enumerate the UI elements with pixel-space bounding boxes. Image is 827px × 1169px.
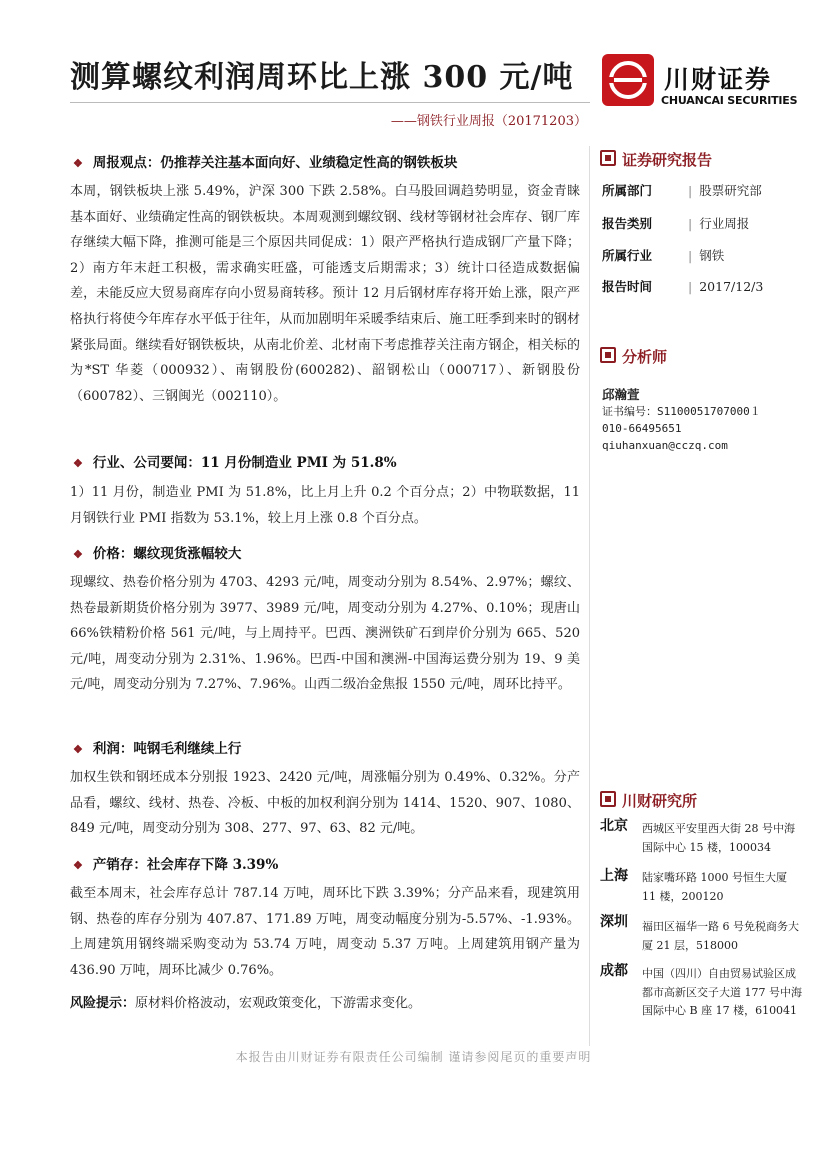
section-heading-text: 利润：吨钢毛利继续上行 <box>92 741 242 757</box>
analyst-card <box>602 386 761 454</box>
info-row-category <box>602 214 802 232</box>
sidebar-institute-title-text: 川财研究所 <box>622 792 698 810</box>
office-address-chengdu: 中国（四川）自由贸易试验区成都市高新区交子大道 177 号中海国际中心 B 座 17 楼，610041 <box>642 967 802 1017</box>
risk-warning <box>70 991 580 1017</box>
section-heading-news <box>73 451 397 471</box>
report-subtitle: ——钢铁行业周报（20171203） <box>390 114 587 129</box>
diamond-bullet-icon: ❖ <box>73 157 83 170</box>
info-key: 所属部门 <box>602 183 653 198</box>
info-separator: | <box>688 279 693 294</box>
office-city-shenzhen: 深圳 <box>600 914 628 930</box>
diamond-bullet-icon: ❖ <box>73 457 83 470</box>
analyst-phone: 010-66495651 <box>602 422 682 435</box>
section-heading-text: 产销存：社会库存下降 3.39% <box>92 857 279 873</box>
page-footer: 本报告由川财证券有限责任公司编制 谨请参阅尾页的重要声明 <box>235 1050 592 1064</box>
info-separator: | <box>688 216 693 231</box>
risk-text: 原材料价格波动，宏观政策变化，下游需求变化。 <box>135 996 422 1011</box>
column-divider <box>589 146 590 1046</box>
info-value: 行业周报 <box>699 216 750 231</box>
office-address-shanghai: 陆家嘴环路 1000 号恒生大厦 11 楼，200120 <box>642 871 787 903</box>
square-bullet-icon <box>600 791 616 807</box>
company-logo-icon <box>602 54 654 106</box>
info-value: 钢铁 <box>699 248 725 263</box>
info-separator: | <box>688 183 693 198</box>
section-heading-price <box>73 542 241 562</box>
office-address-beijing: 西城区平安里西大街 28 号中海国际中心 15 楼，100034 <box>642 822 795 854</box>
analyst-cert: 证书编号：S1100051707000１ <box>602 405 761 418</box>
info-row-date <box>602 277 802 295</box>
risk-label: 风险提示： <box>70 996 136 1011</box>
section-body-profit: 加权生铁和钢坯成本分别报 1923、2420 元/吨，周涨幅分别为 0.49%、0.32%。分产品看，螺纹、线材、热卷、冷板、中板的加权利润分别为 1414、1520、907、1080、849 元/吨，周变动分别为 308、277、97、63、82 元/吨。 <box>70 770 580 837</box>
info-value: 股票研究部 <box>699 183 762 198</box>
diamond-bullet-icon: ❖ <box>73 859 83 872</box>
title-rule <box>70 102 590 103</box>
section-body-news: 1）11 月份，制造业 PMI 为 51.8%，比上月上升 0.2 个百分点；2）中物联数据，11 月钢铁行业 PMI 指数为 53.1%，较上月上涨 0.8 个百分点。 <box>70 485 580 526</box>
page-title: 测算螺纹利润周环比上涨 300 元/吨 <box>70 60 574 95</box>
sidebar-analyst-title-text: 分析师 <box>622 348 668 366</box>
section-heading-view <box>73 151 457 171</box>
office-city-shanghai: 上海 <box>600 868 628 884</box>
section-body-view: 本周，钢铁板块上涨 5.49%，沪深 300 下跌 2.58%。白马股回调趋势明显，资金青睐基本面好、业绩确定性高的钢铁板块。本周观测到螺纹钢、线材等钢材社会库存、钢厂库存继续大幅下降，推测可能是三个原因共同促成：1）限产严格执行造成钢厂产量下降；2）南方年末赶工积极，需求确实旺盛，可能透支后期需求；3）统计口径造成数据偏差，未能反应大贸易商库存向小贸易商转移。预计 12 月后钢材库存将开始上涨，限产严格执行将使今年库存水平低于往年，从而加剧明年采暖季结束后、施工旺季到来时的钢材紧张局面。继续看好钢铁板块，从南北价差、北材南下考虑推荐关注南方钢企，相关标的为*ST 华菱（000932）、南钢股份(600282)、韶钢松山（000717）、新钢股份（600782）、三钢闽光（002110）。 <box>70 184 580 404</box>
section-body-inventory: 截至本周末，社会库存总计 787.14 万吨，周环比下跌 3.39%；分产品来看，现建筑用钢、热卷的库存分别为 407.87、171.89 万吨，周变动幅度分别为-5.57%、-1.93%。上周建筑用钢终端采购变动为 53.74 万吨，周变动 5.37 万吨。上周建筑用钢产量为 436.90 万吨，周环比减少 0.76%。 <box>70 886 580 978</box>
company-name-en: CHUANCAI SECURITIES <box>661 94 798 107</box>
info-row-industry <box>602 246 802 264</box>
info-value: 2017/12/3 <box>699 279 764 294</box>
square-bullet-icon <box>600 150 616 166</box>
info-separator: | <box>688 248 693 263</box>
section-heading-inventory <box>73 853 278 873</box>
info-key: 所属行业 <box>602 248 653 263</box>
analyst-email[interactable]: qiuhanxuan@cczq.com <box>602 439 728 452</box>
diamond-bullet-icon: ❖ <box>73 548 83 561</box>
section-body-price: 现螺纹、热卷价格分别为 4703、4293 元/吨，周变动分别为 8.54%、2.97%；螺纹、热卷最新期货价格分别为 3977、3989 元/吨，周变动分别为 4.27%、0.10%；现唐山 66%铁精粉价格 561 元/吨，与上周持平。巴西、澳洲铁矿石到岸价分别为 665、520 元/吨，周变动分别为 2.31%、1.96%。巴西-中国和澳洲-中国海运费分别为 19、9 美元/吨，周变动分别为 7.27%、7.96%。山西二级冶金焦报 1550 元/吨，周环比持平。 <box>70 575 580 693</box>
sidebar-report-title <box>600 149 712 170</box>
analyst-name: 邱瀚萱 <box>602 387 640 402</box>
office-address-shenzhen: 福田区福华一路 6 号免税商务大厦 21 层，518000 <box>642 920 799 952</box>
sidebar-analyst-title <box>600 346 667 367</box>
diamond-bullet-icon: ❖ <box>73 743 83 756</box>
section-heading-text: 行业、公司要闻：11 月份制造业 PMI 为 51.8% <box>92 455 397 471</box>
info-key: 报告类别 <box>602 216 653 231</box>
office-city-beijing: 北京 <box>600 818 628 834</box>
info-row-department <box>602 181 802 199</box>
section-heading-text: 周报观点：仍推荐关注基本面向好、业绩稳定性高的钢铁板块 <box>92 155 458 171</box>
company-name-cn: 川财证券 <box>664 65 773 94</box>
info-key: 报告时间 <box>602 279 653 294</box>
section-heading-profit <box>73 737 241 757</box>
section-heading-text: 价格：螺纹现货涨幅较大 <box>92 546 242 562</box>
square-bullet-icon <box>600 347 616 363</box>
sidebar-report-title-text: 证券研究报告 <box>622 151 713 169</box>
office-city-chengdu: 成都 <box>600 963 628 979</box>
sidebar-institute-title <box>600 790 697 811</box>
